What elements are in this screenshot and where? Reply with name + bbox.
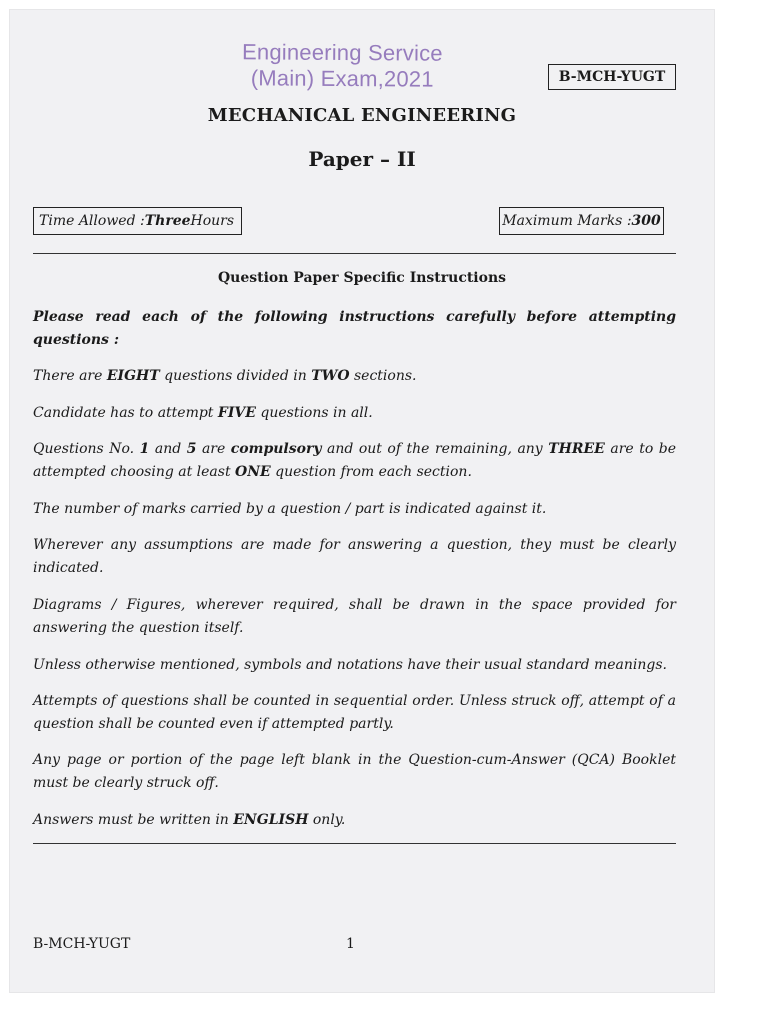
instruction-emphasis: EIGHT xyxy=(106,368,160,384)
exam-paper-page xyxy=(10,10,714,992)
maximum-marks-box xyxy=(499,207,664,235)
instruction-text: Answers must be written in xyxy=(33,812,234,828)
instruction-text: are to be attempted choosing at least xyxy=(33,441,676,480)
instruction-item: The number of marks carried by a question / part is indicated against it. xyxy=(33,501,547,517)
instruction-text: and xyxy=(149,441,187,457)
paper-title: MECHANICAL ENGINEERING xyxy=(207,105,517,126)
instruction-item: Any page or portion of the page left blank in the Question-cum-Answer (QCA) Booklet must be clearly struck off. xyxy=(33,752,676,791)
instruction-emphasis: FIVE xyxy=(217,405,256,421)
paper-code-box: B-MCH-YUGT xyxy=(548,64,676,90)
time-allowed-box xyxy=(33,207,242,235)
instruction-item: Unless otherwise mentioned, symbols and notations have their usual standard meanings. xyxy=(33,657,667,673)
maximum-marks-label: Maximum Marks : xyxy=(502,213,632,229)
instruction-text: are xyxy=(196,441,231,457)
instruction-text: sections. xyxy=(349,368,417,384)
instruction-item xyxy=(33,809,676,832)
instruction-item: Attempts of questions shall be counted in sequential order. Unless struck off, attempt of a question shall be counted even if attempted partly. xyxy=(33,693,676,732)
instruction-emphasis: THREE xyxy=(548,441,605,457)
instruction-emphasis: TWO xyxy=(311,368,350,384)
paper-subtitle: Paper – II xyxy=(308,147,416,171)
time-allowed-suffix: Hours xyxy=(190,213,235,229)
page-number: 1 xyxy=(346,936,355,952)
lead-instruction: Please read each of the following instructions carefully before attempting questions : xyxy=(33,309,676,348)
footer-paper-code: B-MCH-YUGT xyxy=(33,936,131,952)
instruction-text: and out of the remaining, any xyxy=(321,441,549,457)
instruction-item: Wherever any assumptions are made for answering a question, they must be clearly indicated. xyxy=(33,537,676,576)
instruction-emphasis: 1 xyxy=(139,441,150,457)
bottom-divider xyxy=(33,843,676,844)
instruction-text: questions divided in xyxy=(159,368,312,384)
exam-stamp xyxy=(242,39,443,92)
instruction-emphasis: ONE xyxy=(235,464,271,480)
stamp-line-1: Engineering Service xyxy=(242,39,443,66)
stamp-line-2: (Main) Exam,2021 xyxy=(250,65,434,92)
instructions-heading: Question Paper Specific Instructions xyxy=(217,270,507,286)
instruction-text: question from each section. xyxy=(270,464,472,480)
instruction-text: There are xyxy=(33,368,107,384)
time-allowed-value: Three xyxy=(144,213,191,229)
instruction-emphasis: compulsory xyxy=(230,441,322,457)
time-allowed-label: Time Allowed : xyxy=(39,213,145,229)
instruction-item xyxy=(33,402,676,425)
instruction-text: only. xyxy=(308,812,346,828)
maximum-marks-value: 300 xyxy=(631,213,661,229)
instruction-text: questions in all. xyxy=(255,405,373,421)
instruction-emphasis: 5 xyxy=(186,441,197,457)
instruction-item xyxy=(33,365,676,388)
instruction-emphasis: ENGLISH xyxy=(233,812,309,828)
instruction-item xyxy=(33,438,676,484)
instruction-item: Diagrams / Figures, wherever required, shall be drawn in the space provided for answering the question itself. xyxy=(33,597,676,636)
top-divider xyxy=(33,253,676,254)
instruction-text: Questions No. xyxy=(33,441,140,457)
instruction-text: Candidate has to attempt xyxy=(33,405,218,421)
